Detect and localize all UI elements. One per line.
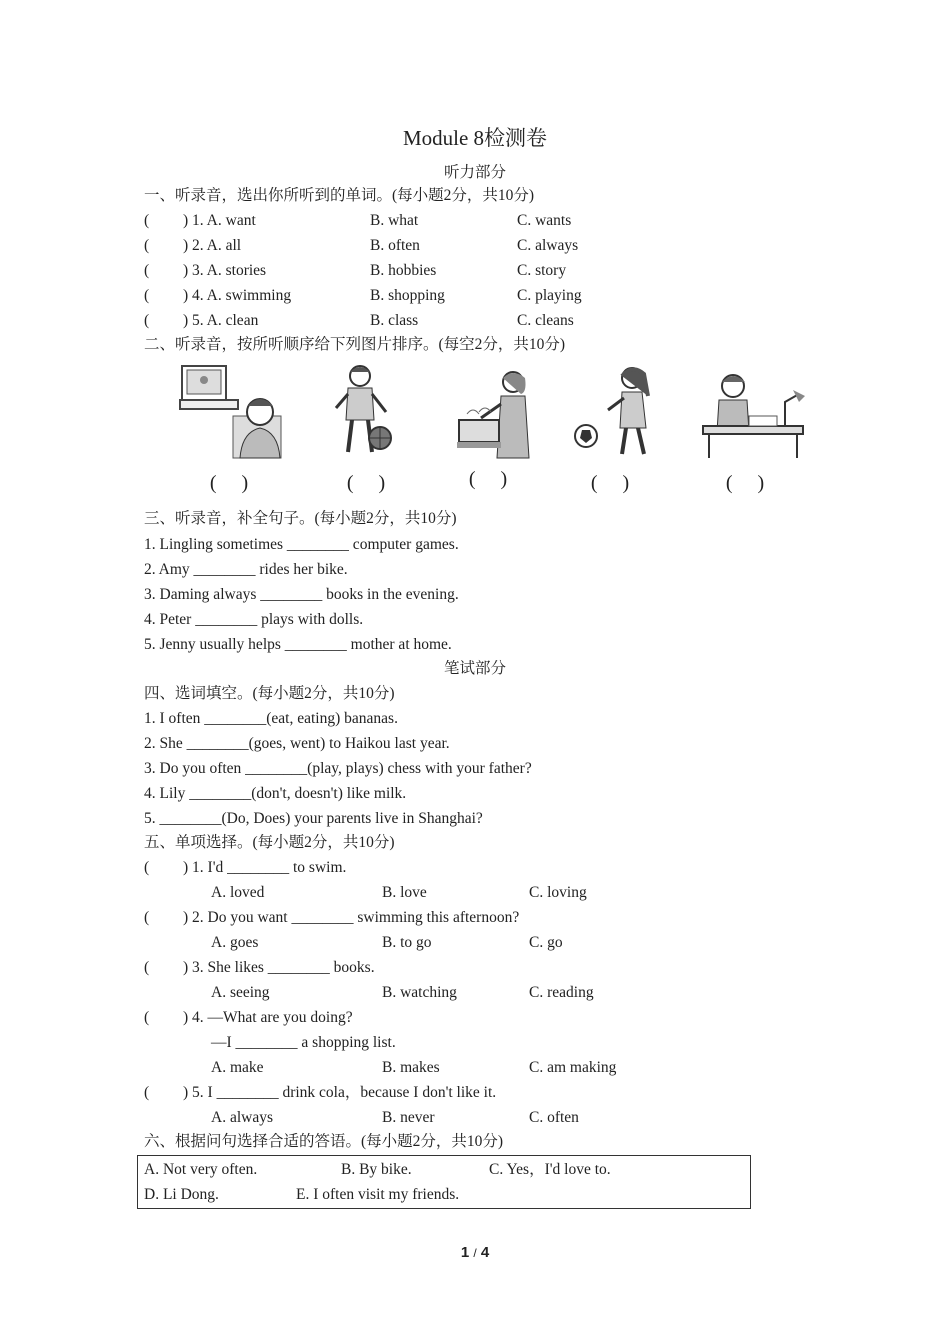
answer-paren: ( xyxy=(144,909,150,926)
section3-item: 4. Peter ________ plays with dolls. xyxy=(144,611,364,628)
answer-parentheses: ( ) xyxy=(209,472,249,494)
page-separator: / xyxy=(473,1246,477,1260)
option-a: A. seeing xyxy=(211,984,270,1001)
section3-item: 2. Amy ________ rides her bike. xyxy=(144,561,348,578)
section5-question-line2: —I ________ a shopping list. xyxy=(211,1034,396,1051)
section2-heading: 二、听录音，按所听顺序给下列图片排序。(每空2分，共10分) xyxy=(144,336,566,353)
answer-parentheses: ( ) xyxy=(468,468,508,490)
option-a: A. always xyxy=(211,1109,273,1126)
option-c: C. often xyxy=(529,1109,579,1126)
studying-boy-icon xyxy=(699,362,805,460)
answer-parentheses: ( ) xyxy=(346,472,386,494)
writing-header: 笔试部分 xyxy=(443,660,506,677)
section4-item: 3. Do you often ________(play, plays) chess with your father? xyxy=(144,760,532,777)
section3-item: 1. Lingling sometimes ________ computer games. xyxy=(144,536,459,553)
section6-heading: 六、根据问句选择合适的答语。(每小题2分，共10分) xyxy=(144,1133,504,1150)
option-c: C. go xyxy=(529,934,563,951)
option-c: C. loving xyxy=(529,884,587,901)
football-girl-icon xyxy=(564,362,670,460)
answer-paren: ( xyxy=(144,1009,150,1026)
section1-heading: 一、听录音，选出你所听到的单词。(每小题2分，共10分) xyxy=(144,187,535,204)
basketball-boy-icon xyxy=(314,362,420,460)
section4-item: 5. ________(Do, Does) your parents live in Shanghai? xyxy=(144,810,483,827)
section3-heading: 三、听录音，补全句子。(每小题2分，共10分) xyxy=(144,510,457,527)
section4-item: 1. I often ________(eat, eating) bananas. xyxy=(144,710,398,727)
page-number xyxy=(0,1244,950,1261)
current-page: 1 xyxy=(460,1244,470,1261)
answer-paren: ( xyxy=(144,859,150,876)
option-b: B. watching xyxy=(382,984,457,1001)
answer-paren: ( xyxy=(144,959,150,976)
tv-watching-icon xyxy=(178,362,284,460)
cooking-woman-icon xyxy=(453,362,559,460)
option-b: B. makes xyxy=(382,1059,440,1076)
section5-heading: 五、单项选择。(每小题2分，共10分) xyxy=(144,834,395,851)
answer-option-e: E. I often visit my friends. xyxy=(296,1186,460,1203)
answer-parentheses: ( ) xyxy=(590,472,630,494)
option-a: A. goes xyxy=(211,934,259,951)
answer-option-c: C. Yes，I'd love to. xyxy=(489,1161,611,1178)
answer-option-d: D. Li Dong. xyxy=(144,1186,219,1203)
option-c: C. am making xyxy=(529,1059,617,1076)
section3-item: 3. Daming always ________ books in the evening. xyxy=(144,586,459,603)
section5-question: ) 2. Do you want ________ swimming this afternoon? xyxy=(183,909,520,926)
section5-question: ) 5. I ________ drink cola，because I don't like it. xyxy=(183,1084,497,1101)
option-a: A. loved xyxy=(211,884,265,901)
section5-question: ) 1. I'd ________ to swim. xyxy=(183,859,347,876)
option-b: B. to go xyxy=(382,934,432,951)
option-a: A. make xyxy=(211,1059,264,1076)
answer-option-a: A. Not very often. xyxy=(144,1161,258,1178)
listening-header: 听力部分 xyxy=(443,164,506,181)
answer-parentheses: ( ) xyxy=(725,472,765,494)
section4-heading: 四、选词填空。(每小题2分，共10分) xyxy=(144,685,395,702)
page-title: Module 8检测卷 xyxy=(402,126,548,150)
option-b: B. love xyxy=(382,884,427,901)
section4-item: 4. Lily ________(don't, doesn't) like milk. xyxy=(144,785,407,802)
answer-option-b: B. By bike. xyxy=(341,1161,412,1178)
option-c: C. reading xyxy=(529,984,594,1001)
section5-question: ) 4. —What are you doing? xyxy=(183,1009,353,1026)
section4-item: 2. She ________(goes, went) to Haikou last year. xyxy=(144,735,450,752)
option-b: B. never xyxy=(382,1109,435,1126)
answer-paren: ( xyxy=(144,1084,150,1101)
worksheet-page: Module 8检测卷 听力部分 一、听录音，选出你所听到的单词。(每小题2分，共10分) ( ) 1. A. want B. what C. wants ( ) 2. A. all B. often C. always ( ) 3. A. stories B. hobbies C. story ( ) 4. A. swimming B. shopping C. playing ( ) 5. A. clean B. class C. cleans 二、听录音，按所听顺序给下列图片排序。(每空2分，共10分) ( ) ( ) ( ) ( ) ( ) 三、听录音，补全句子。(每小题2分，共10分) 1. Lingling sometimes ________ computer games. 2. Amy ________ rides her bike. 3. Daming always ________ books in the evening. 4. Peter ________ plays with dolls. 5. Jenny usually helps ________ mother at home. 笔试部分 四、选词填空。(每小题2分，共10分) 1. I often ________(eat, eating) bananas. 2. She ________(goes, went) to Haikou last year. 3. Do you often ________(play, plays) chess with your father? 4. Lily ________(don't, doesn't) like milk. 5. ________(Do, Does) your parents live in Shanghai? 五、单项选择。(每小题2分，共10分) ( ) 1. I'd ________ to swim. A. loved B. love C. loving ( ) 2. Do you want ________ swimming this afternoon? A. goes B. to go C. go ( ) 3. She likes ________ books. A. seeing B. watching C. reading ( ) 4. —What are you doing? —I ________ a shopping list. A. make B. makes C. am making ( ) 5. I ________ drink cola，because I don't like it. A. always B. never C. often 六、根据问句选择合适的答语。(每小题2分，共10分) A. Not very often. B. By bike. C. Yes，I'd love to. D. Li Dong. E. I often visit my friends. 1 / 4 xyxy=(0,0,950,1344)
section3-item: 5. Jenny usually helps ________ mother at home. xyxy=(144,636,452,653)
total-pages: 4 xyxy=(480,1244,490,1261)
section5-question: ) 3. She likes ________ books. xyxy=(183,959,375,976)
